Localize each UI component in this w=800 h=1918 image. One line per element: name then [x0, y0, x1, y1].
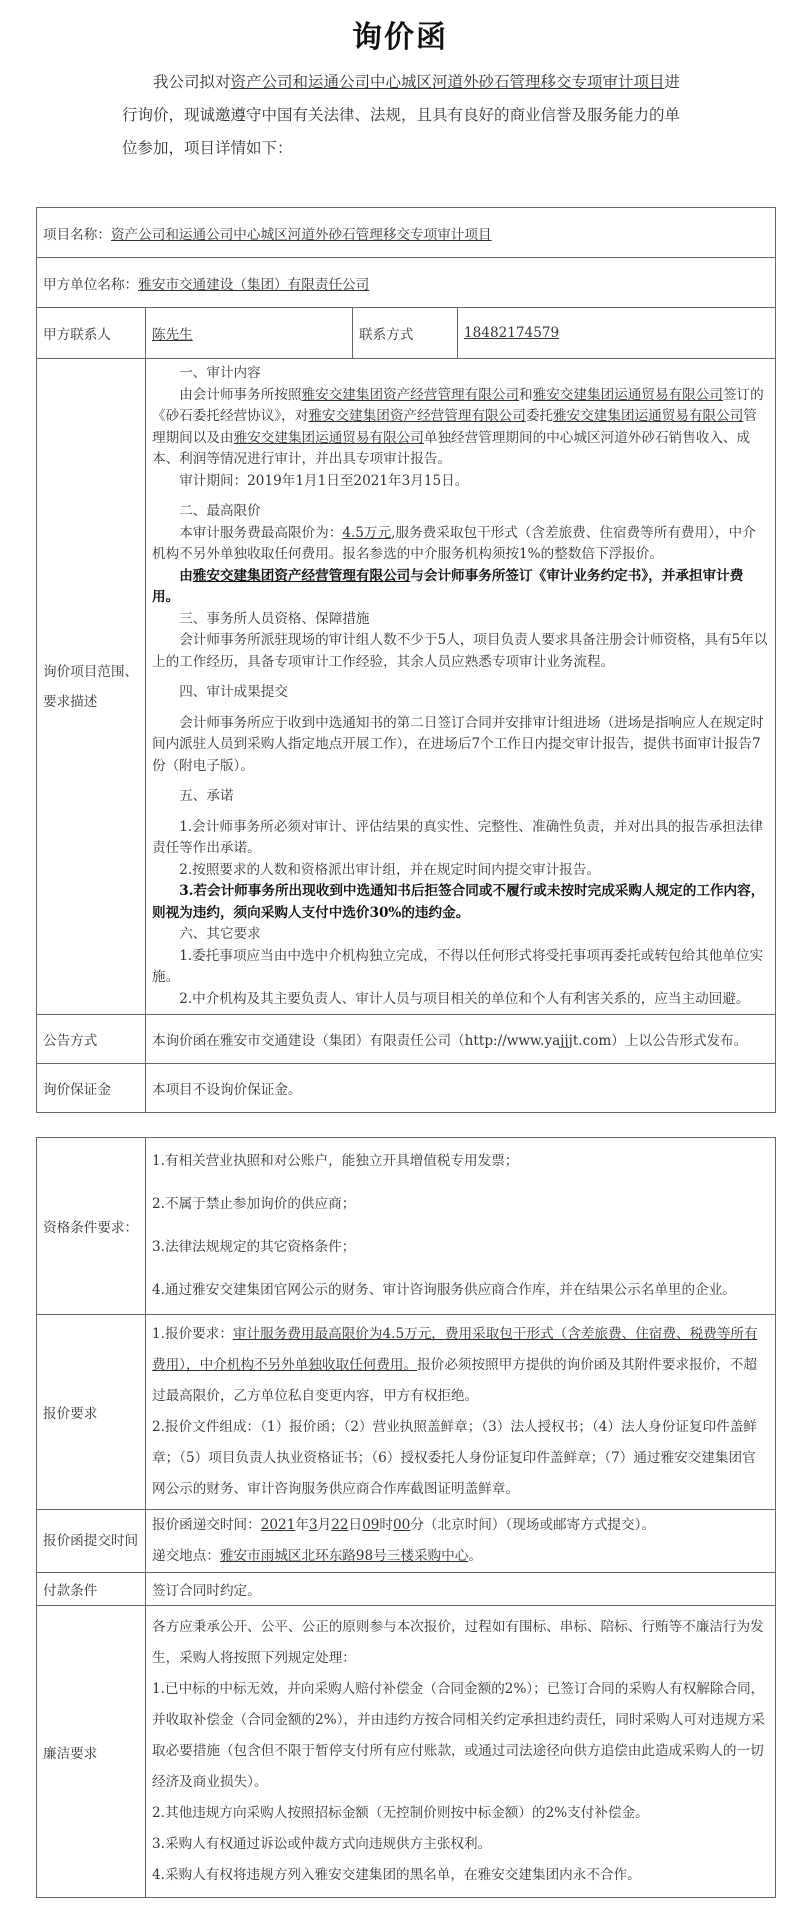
row-qualification [37, 1138, 776, 1315]
payment-label: 付款条件 [37, 1573, 146, 1606]
row-quote-requirements [37, 1315, 776, 1510]
text-segment: 月 [317, 1517, 332, 1533]
text-segment: 分（北京时间）（现场或邮寄方式提交）。 [410, 1517, 656, 1533]
underlined-text: 3 [308, 1517, 318, 1533]
row-submission [37, 1510, 776, 1573]
paragraph [152, 1189, 769, 1220]
text-segment: 六、其它要求 [179, 926, 261, 942]
text-segment: 一、审计内容 [179, 365, 261, 381]
row-announcement [37, 1015, 776, 1064]
announcement-label: 公告方式 [37, 1015, 146, 1064]
paragraph [152, 713, 769, 778]
text-segment: 3.采购人有权通过诉讼或仲裁方式向违规供方主张权利。 [152, 1836, 492, 1852]
underlined-text: 雅安交建集团运通贸易有限公司 [553, 408, 744, 424]
text-segment: 。 [468, 1548, 482, 1564]
paragraph [152, 924, 769, 946]
text-segment: 时 [379, 1517, 394, 1533]
paragraph [152, 471, 769, 493]
text-segment: 签订的《砂石委托经营协议》，对 [152, 386, 764, 424]
deposit-value: 本项目不设询价保证金。 [146, 1064, 776, 1113]
paragraph [152, 363, 769, 385]
row-integrity [37, 1606, 776, 1898]
paragraph [152, 946, 769, 989]
text-segment: 2.中介机构及其主要负责人、审计人员与项目相关的单位和个人有利害关系的，应当主动回避。 [179, 990, 750, 1007]
paragraph [152, 1412, 769, 1505]
underlined-text: 雅安交建集团运通贸易有限公司 [532, 386, 723, 403]
intro-paragraph [122, 66, 687, 165]
row-party-a [37, 258, 776, 308]
text-segment: 2.报价文件组成：（1）报价函；（2）营业执照盖鲜章；（3）法人授权书；（4）法人身份证复印件盖鲜章；（5）项目负责人执业资格证书；（6）授权委托人身份证复印件盖鲜章；（7）通过雅安交建集团官网公示的财务、审计咨询服务供应商合作库截图证明盖鲜章。 [152, 1419, 757, 1497]
qualification-label: 资格条件要求： [37, 1138, 146, 1315]
paragraph [152, 860, 769, 882]
paragraph [152, 1146, 769, 1177]
text-segment: 会计师事务所应于收到中选通知书的第二日签订合同并安排审计组进场（进场是指响应人在规定时间内派驻人员到采购人指定地点开展工作），在进场后7个工作日内提交审计报告，提供书面审计报告7份（附电子版）。 [152, 714, 764, 774]
text-segment: 2.不属于禁止参加询价的供应商； [152, 1196, 356, 1212]
project-name-label: 项目名称： [43, 226, 111, 243]
paragraph [152, 1232, 769, 1263]
announcement-value: 本询价函在雅安市交通建设（集团）有限责任公司（http://www.yajjjt.com）上以公告形式发布。 [146, 1015, 776, 1064]
paragraph [152, 566, 769, 609]
text-segment: 1.报价要求： [152, 1326, 233, 1342]
text-segment: 四、审计成果提交 [179, 684, 288, 700]
quote-req-label: 报价要求 [37, 1315, 146, 1510]
text-segment: 和 [519, 386, 533, 403]
text-segment: 本审计服务费最高限价为： [179, 524, 343, 541]
submission-content [146, 1510, 776, 1573]
underlined-text: 22 [331, 1517, 349, 1533]
row-deposit [37, 1064, 776, 1113]
text-segment: 由 [179, 567, 193, 584]
paragraph [152, 1612, 769, 1674]
paragraph [152, 817, 769, 860]
text-segment: 报价必须按照甲方提供的询价函及其附件要求报价，不超过最高限价，乙方单位私自变更内容，甲方有权拒绝。 [152, 1357, 757, 1404]
underlined-text: 雅安交建集团资产经营管理有限公司 [301, 386, 520, 403]
requirements-table [36, 1137, 776, 1898]
scope-content [146, 359, 776, 1015]
text-segment: 单独经营管理期间的中心城区河道外砂石销售收入、成本、利润等情况进行审计，并出具专项审计报告。 [152, 429, 751, 467]
underlined-text: 2021 [260, 1517, 296, 1533]
row-contact [37, 308, 776, 359]
text-segment: 4.通过雅安交建集团官网公示的财务、审计咨询服务供应商合作库，并在结果公示名单里的企业。 [152, 1282, 736, 1298]
row-scope [37, 359, 776, 1015]
paragraph [152, 786, 769, 808]
underlined-text: 雅安交建集团资产经营管理有限公司 [308, 408, 526, 424]
document-title: 询价函 [352, 20, 448, 55]
text-segment: 2.其他违规方向采购人按照招标金额（无控制价则按中标金额）的2%支付补偿金。 [152, 1805, 649, 1821]
text-segment: 进行询价，现诚邀遵守中国有关法律、法规，且具有良好的商业信誉及服务能力的单位参加，项目详情如下： [122, 73, 681, 157]
quote-req-content [146, 1315, 776, 1510]
underlined-text: 雅安交建集团资产经营管理有限公司 [192, 567, 411, 584]
paragraph [152, 1674, 769, 1798]
paragraph [152, 1860, 769, 1891]
underlined-text: 00 [393, 1517, 411, 1533]
text-segment: 三、事务所人员资格、保障措施 [179, 610, 370, 627]
text-segment: 审计期间：2019年1月1日至2021年3月15日。 [179, 472, 469, 489]
text-segment: 4.采购人有权将违规方列入雅安交建集团的黑名单，在雅安交建集团内永不合作。 [152, 1867, 641, 1883]
paragraph [152, 501, 769, 523]
paragraph [152, 1829, 769, 1860]
paragraph [152, 1319, 769, 1412]
text-segment: 1.有相关营业执照和对公账户，能独立开具增值税专用发票； [152, 1153, 519, 1169]
paragraph [152, 523, 769, 566]
paragraph [152, 1541, 769, 1572]
text-segment: 1.已中标的中标无效，并向采购人赔付补偿金（合同金额的2%）；已签订合同的采购人有权解除合同，并收取补偿金（合同金额的2%），并由违约方按合同相关约定承担违约责任，同时采购人可对违规方采取必要措施（包含但不限于暂停支付所有应付账款，或通过司法途径向供方追偿由此造成采购人的一切经济及商业损失）。 [152, 1681, 765, 1790]
text-segment: 由会计师事务所按照 [179, 386, 302, 403]
text-segment: 日 [348, 1517, 363, 1533]
text-segment: 与会计师事务所签订《审计业务约定书》，并承担审计费用。 [152, 567, 744, 605]
paragraph [152, 630, 769, 673]
underlined-text: 资产公司和运通公司中心城区河道外砂石管理移交专项审计项目 [230, 73, 665, 91]
contact-name: 陈先生 [152, 327, 193, 343]
integrity-label: 廉洁要求 [37, 1606, 146, 1898]
paragraph [152, 682, 769, 704]
paragraph [152, 385, 769, 471]
text-segment: ,服务费采取包干形式（含差旅费、住宿费等所有费用），中介机构不另外单独收取任何费用。报名参选的中介服务机构须按1%的整数倍下浮报价。 [152, 524, 756, 562]
paragraph [152, 1510, 769, 1541]
text-segment: 我公司拟对 [153, 73, 231, 91]
row-payment [37, 1573, 776, 1606]
party-a-label: 甲方单位名称： [43, 276, 139, 293]
deposit-label: 询价保证金 [37, 1064, 146, 1113]
text-segment: 五、承诺 [179, 788, 234, 804]
underlined-text: 4.5万元 [342, 524, 392, 541]
payment-value: 签订合同时约定。 [146, 1573, 776, 1606]
paragraph [152, 881, 769, 924]
text-segment: 各方应秉承公开、公平、公正的原则参与本次报价，过程如有围标、串标、陪标、行贿等不廉洁行为发生，采购人将按照下列规定处理： [152, 1619, 764, 1666]
text-segment: 1.委托事项应当由中选中介机构独立完成，不得以任何形式将受托事项再委托或转包给其他单位实施。 [152, 947, 764, 985]
underlined-text: 雅安交建集团运通贸易有限公司 [233, 429, 424, 446]
text-segment: 委托 [525, 408, 554, 424]
integrity-content [146, 1606, 776, 1898]
text-segment: 1.会计师事务所必须对审计、评估结果的真实性、完整性、准确性负责，并对出具的报告承担法律责任等作出承诺。 [152, 818, 764, 856]
scope-label: 询价项目范围、要求描述 [37, 359, 146, 1015]
text-segment: 年 [295, 1517, 309, 1533]
project-name-value: 资产公司和运通公司中心城区河道外砂石管理移交专项审计项目 [110, 226, 492, 243]
submission-label: 报价函提交时间 [37, 1510, 146, 1573]
underlined-text: 09 [362, 1517, 380, 1533]
party-a-value: 雅安市交通建设（集团）有限责任公司 [138, 276, 370, 293]
text-segment: 管理期间以及由 [152, 408, 757, 446]
text-segment: 二、最高限价 [179, 503, 261, 519]
text-segment: 3.若会计师事务所出现收到中选通知书后拒签合同或不履行或未按时完成采购人规定的工作内容，则视为违约，须向采购人支付中选价30%的违约金。 [152, 883, 765, 921]
text-segment: 2.按照要求的人数和资格派出审计组，并在规定时间内提交审计报告。 [179, 861, 600, 878]
text-segment: 会计师事务所派驻现场的审计组人数不少于5人，项目负责人要求具备注册会计师资格，具有5年以上的工作经历，具备专项审计工作经验，其余人员应熟悉专项审计业务流程。 [152, 632, 768, 670]
paragraph [152, 1798, 769, 1829]
qualification-content [146, 1138, 776, 1315]
paragraph [152, 609, 769, 631]
text-segment: 递交地点： [152, 1548, 220, 1564]
paragraph [152, 1275, 769, 1306]
row-project-name [37, 208, 776, 258]
underlined-text: 雅安市雨城区北环东路98号三楼采购中心 [219, 1548, 469, 1564]
text-segment: 报价函递交时间： [152, 1517, 261, 1533]
text-segment: 3.法律法规规定的其它资格条件； [152, 1239, 356, 1255]
paragraph [152, 989, 769, 1011]
contact-method-label: 联系方式 [353, 308, 458, 359]
contact-label: 甲方联系人 [37, 308, 146, 359]
contact-phone: 18482174579 [464, 325, 560, 341]
project-info-table [36, 207, 776, 1113]
underlined-text: 审计服务费用最高限价为4.5万元，费用采取包干形式（含差旅费、住宿费、税费等所有费用），中介机构不另外单独收取任何费用。 [152, 1326, 758, 1373]
